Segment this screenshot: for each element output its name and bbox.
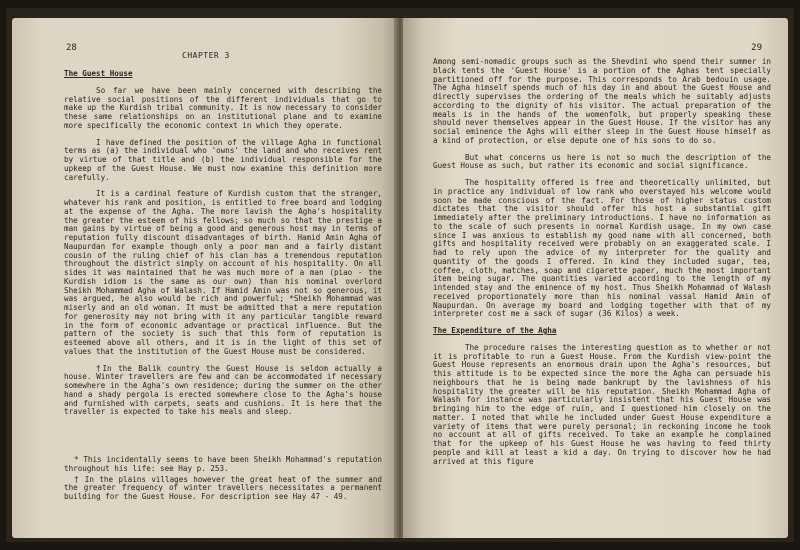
paragraph: I have defined the position of the village Agha in functional terms as (a) the individual who 'owns' the land and who receives rent by virtue of that title and (b) the individual responsible for the upkeep of the Guest House. We must now examine this definition more carefully. <box>64 137 382 182</box>
page-number-left: 28 <box>66 43 77 53</box>
right-body <box>433 58 771 474</box>
paragraph: It is a cardinal feature of Kurdish custom that the stranger, whatever his rank and position, is entitled to free board and lodging at the expense of the Agha. The more lavish the Agha's hospitality the greater the esteem of his fellows; so much so that the prestige a man gains by virtue of being a good and generous host may in terms of reputation fully discount disadvantages of birth. Hamid Amin Agha of Naupurdan for example though only a poor man and a fairly distant cousin of the ruling chief of his clan has a tremendous reputation throughout the district simply on account of his hospitality. On all sides it was maintained that he was much more of a man (piao - the Kurdish idiom is the same as our own) than his nominal overlord Sheikh Mohammad Agha of Walash. If Hamid Amin was not so generous, it was argued, he also would be rich and powerful; *Sheikh Mohammad was miserly and an old woman. It must be admitted that a mere reputation for generosity may not bring with it any particular tangible reward in the form of economic advantage or practical influence. But the pattern of the society is such that this form of reputation is esteemed above all others, and it is in the light of this set of values that the institution of the Guest House must be considered. <box>64 189 382 356</box>
footnote: * This incidentally seems to have been Sheikh Mohammad's reputation throughout his life: see Hay p. 253. <box>64 455 382 473</box>
section-heading-expenditure: The Expenditure of the Agha <box>433 326 557 335</box>
paragraph: The procedure raises the interesting question as to whether or not it is profitable to run a Guest House. From the Kurdish view-point the Guest House represents an enormous drain upon the Agha's resources, but this attitude is to be expected since the more the Agha can persuade his neighbours that he is being made bankrupt by the lavishness of his hospitality the greater will be his reputation. Sheikh Mohammad Agha of Walash for instance was particularly insistent that his Guest House was bringing him to the edge of ruin, and I questioned him closely on the matter. I noted that while he included under Guest House expenditure a variety of items that were purely personal; in reckoning income he took no account at all of gifts received. To take an example he complained that for the upkeep of his Guest House he was having to feed thirty people and kill at least a kid a day. On trying to discover how he had arrived at this figure <box>433 342 771 466</box>
left-body <box>64 70 382 425</box>
paragraph: †In the Balik country the Guest House is seldom actually a house. Winter travellers are few and can be accommodated if necessary somewhere in the Agha's own residence; during the summer on the other hand a shady pergola is erected somewhere close to the Agha's house and furnished with carpets, seats and cushions. It is here that the traveller is expected to take his meals and sleep. <box>64 363 382 417</box>
section-heading-guest-house: The Guest House <box>64 69 133 78</box>
paragraph: The hospitality offered is free and theoretically unlimited, but in practice any individual of low rank who overstayed his welcome would soon be made conscious of the fact. For those of higher status custom dictates that the visitor should offer his host a substantial gift immediately after the preliminary introductions. I have no information as to the scale of such presents in normal Kurdish usage. In my own case since I was anxious to establish my good name with all concerned, both gifts and hospitality received were probably on an exaggerated scale. I had to rely upon the advice of my interpreter for the quality and quantity of the goods I offered. In kind they included sugar, tea, coffee, cloth, matches, soap and cigarette paper, much the most important item being sugar. The quantities varied according to the length of my intended stay and the eminence of my host. Thus Sheikh Mohammad of Walash received proportionately more than his nominal vassal Hamid Amin of Naupurdan. On average my board and lodging together with that of my interpreter cost me a sack of sugar (36 Kilos) a week. <box>433 178 771 319</box>
footnote: † In the plains villages however the great heat of the summer and the greater frequency of winter travellers necessitates a permanent building for the Guest House. For description see Hay 47 - 49. <box>64 474 382 501</box>
page-number-right: 29 <box>751 43 762 53</box>
footnotes <box>64 456 382 504</box>
right-page <box>403 18 788 538</box>
open-book <box>6 8 794 542</box>
paragraph: But what concerns us here is not so much the description of the Guest House as such, but rather its economic and social significance. <box>433 152 771 171</box>
paragraph: So far we have been mainly concerned with describing the relative social positions of the different individuals that go to make up the Kurdish tribal community. It is now necessary to consider these same relationships on an institutional plane and to examine more specifically the economic context in which they operate. <box>64 85 382 130</box>
chapter-title: CHAPTER 3 <box>182 51 230 60</box>
left-page <box>12 18 397 538</box>
paragraph: Among semi-nomadic groups such as the Shevdini who spend their summer in black tents the 'Guest House' is a portion of the Aghas tent specially partitioned off for the purpose. This corresponds to Arab bedouin usage. The Agha himself spends much of his day in and about the Guest House and directly supervises the ordering of the meals which he suitably adjusts according to the dignity of his visitor. The actual preparation of the meals is in the hands of the womenfolk, but properly speaking these should never themselves appear in the Guest House. If the visitor has any social eminence the Aghs will either sleep in the Guest House himself as a kind of protection, or else depute one of his sons to do so. <box>433 57 771 145</box>
